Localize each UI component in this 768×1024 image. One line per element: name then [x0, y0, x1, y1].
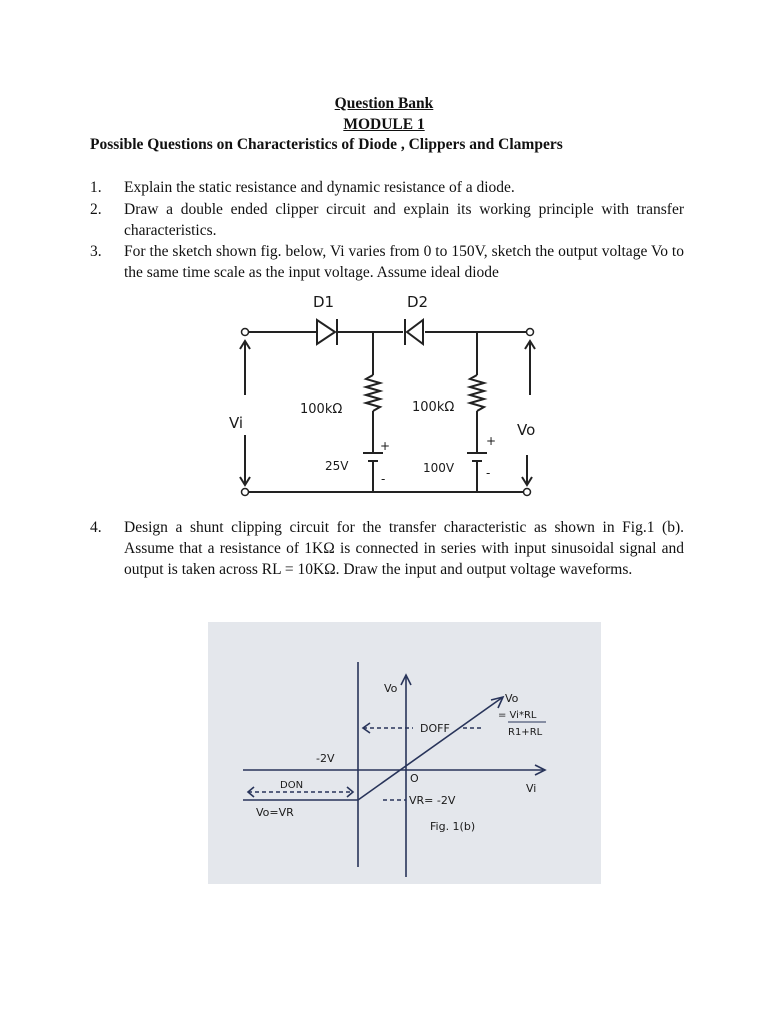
battery2-plus: +	[486, 434, 497, 448]
doff-label: DOFF	[420, 722, 450, 735]
origin-label: O	[410, 772, 419, 785]
question-text: Draw a double ended clipper circuit and explain its working principle with transfer characteristics.	[124, 201, 684, 239]
d2-label: D2	[407, 293, 429, 311]
question-number: 1.	[90, 179, 102, 196]
don-label: DON	[280, 780, 304, 791]
question-number: 3.	[90, 243, 102, 260]
battery1-plus: +	[380, 439, 391, 453]
r1-label: 100kΩ	[300, 402, 343, 417]
question-number: 4.	[90, 519, 102, 536]
vi-axis-label: Vi	[526, 782, 537, 795]
battery2-label: 100V	[423, 461, 455, 475]
slope-vo-label: Vo	[505, 692, 519, 705]
d1-label: D1	[313, 293, 335, 311]
module-label: MODULE 1	[343, 116, 425, 133]
r2-label: 100kΩ	[412, 400, 455, 415]
question-item	[90, 199, 684, 241]
question-text: For the sketch shown fig. below, Vi varies from 0 to 150V, sketch the output voltage Vo to the same time scale as the input voltage. Assume ideal diode	[124, 243, 684, 281]
page-subtitle: Possible Questions on Characteristics of Diode , Clippers and Clampers	[90, 136, 563, 153]
vi-label: Vi	[229, 414, 244, 432]
question-item	[90, 241, 684, 283]
slope-equation: = Vi*RL	[498, 710, 537, 721]
vo-axis-label: Vo	[384, 682, 398, 695]
slope-denominator: R1+RL	[508, 727, 543, 738]
question-item	[90, 177, 684, 198]
minus-2v-label: -2V	[316, 752, 335, 765]
question-text: Design a shunt clipping circuit for the transfer characteristic as shown in Fig.1 (b). Assume that a resistance of 1KΩ is connected in series with input sinusoidal signal and output is taken across RL = 10KΩ. Draw the input and output voltage waveforms.	[124, 519, 684, 578]
battery2-minus: -	[486, 466, 491, 480]
transfer-characteristic-photo	[208, 622, 601, 884]
clipper-circuit-sketch	[225, 285, 555, 515]
battery1-label: 25V	[325, 459, 349, 473]
question-number: 2.	[90, 201, 102, 218]
question-item	[90, 517, 684, 580]
vo-label: Vo	[517, 421, 536, 439]
vo-equals-vr-label: Vo=VR	[256, 806, 294, 819]
vr-equation-label: VR= -2V	[409, 794, 456, 807]
question-text: Explain the static resistance and dynamic resistance of a diode.	[124, 179, 515, 196]
transfer-characteristic-sketch	[208, 622, 601, 884]
figure-label: Fig. 1(b)	[430, 820, 476, 833]
battery1-minus: -	[381, 472, 386, 486]
page-title: Question Bank	[334, 95, 434, 112]
